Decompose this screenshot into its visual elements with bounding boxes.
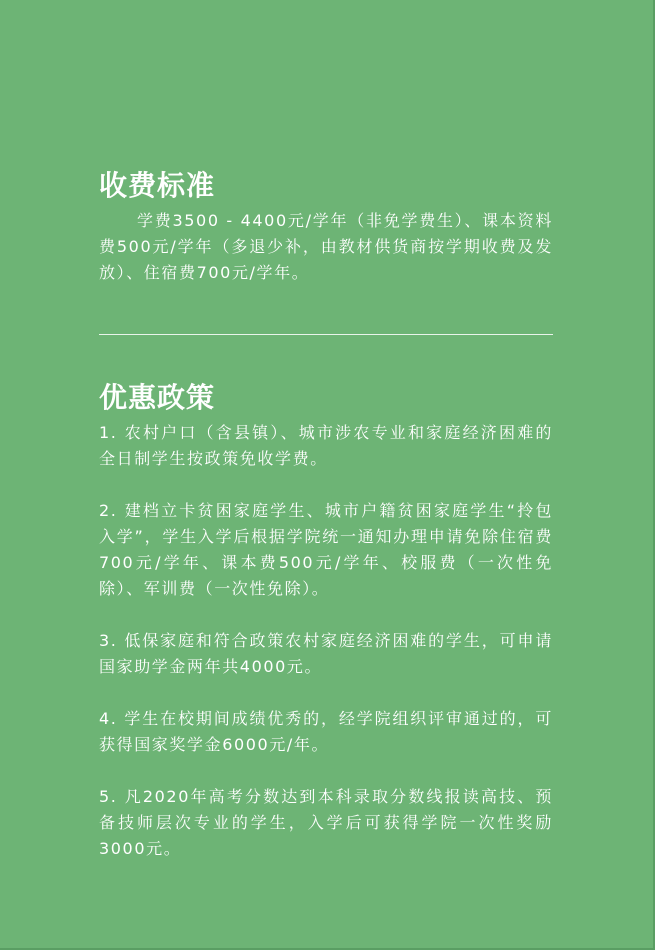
- fee-standard-body: 学费3500 - 4400元/学年（非免学费生）、课本资料费500元/学年（多退少补，由教材供货商按学期收费及发放）、住宿费700元/学年。: [99, 211, 553, 282]
- policy-item-5: 5. 凡2020年高考分数达到本科录取分数线报读高技、预备技师层次专业的学生，入学后可获得学院一次性奖励3000元。: [99, 787, 553, 858]
- preferential-policy-section: [99, 380, 553, 888]
- fee-standard-title: 收费标准: [99, 169, 216, 202]
- policy-item-2: 2. 建档立卡贫困家庭学生、城市户籍贫困家庭学生“拎包入学”，学生入学后根据学院统一通知办理申请免除住宿费700元/学年、课本费500元/学年、校服费（一次性免除）、军训费（一次性免除）。: [99, 501, 553, 598]
- policy-item-4: 4. 学生在校期间成绩优秀的，经学院组织评审通过的，可获得国家奖学金6000元/年。: [99, 709, 553, 754]
- section-divider: [99, 334, 553, 335]
- policy-item-3: 3. 低保家庭和符合政策农村家庭经济困难的学生，可申请国家助学金两年共4000元。: [99, 631, 553, 676]
- preferential-policy-title: 优惠政策: [99, 381, 216, 414]
- fee-standard-section: [99, 168, 553, 286]
- policy-item-1: 1. 农村户口（含县镇）、城市涉农专业和家庭经济困难的全日制学生按政策免收学费。: [99, 423, 553, 468]
